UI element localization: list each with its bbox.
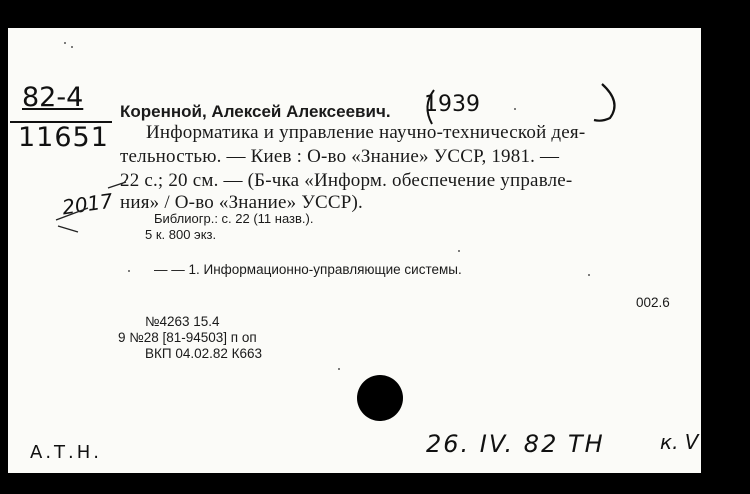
speckle <box>514 108 516 110</box>
description-line-2: тельностью. — Киев : О-во «Знание» УССР, 1981. — <box>120 146 560 167</box>
record-line-3: ВКП 04.02.82 К663 <box>145 346 263 361</box>
handwritten-date: 26. IV. 82 ТН <box>426 430 605 458</box>
price-copies: 5 к. 800 экз. <box>145 227 217 242</box>
record-number: №4263 15.4 <box>145 314 220 329</box>
author-heading: Коренной, Алексей Алексеевич. <box>120 102 391 121</box>
description-line-4: ния» / О-во «Знание» УССР). <box>120 192 363 213</box>
description-line-3: 22 с.; 20 см. — (Б-чка «Информ. обеспечение управле- <box>120 170 573 191</box>
speckle <box>71 46 73 48</box>
speckle <box>64 42 66 44</box>
speckle <box>128 270 130 272</box>
margin-note: 2017 <box>60 188 115 220</box>
speckle <box>338 368 340 370</box>
card-punch-hole <box>357 375 403 421</box>
speckle <box>458 250 460 252</box>
speckle <box>588 274 590 276</box>
shelf-mark-bottom: 11651 <box>18 122 109 153</box>
record-line-2: 9 №28 [81-94503] п оп <box>118 330 257 345</box>
handwritten-initials: А.Т.Н. <box>30 442 103 463</box>
subject-heading: — — 1. Информационно-управляющие системы. <box>154 262 462 277</box>
shelf-mark-top: 82-4 <box>22 82 84 113</box>
description-line-1: Информатика и управление научно-технической дея- <box>146 122 586 143</box>
closing-paren-mark <box>588 80 628 128</box>
handwritten-corner: к. V <box>660 430 699 454</box>
bibliography-note: Библиогр.: с. 22 (11 назв.). <box>154 211 314 226</box>
shelf-mark-rule <box>8 118 118 126</box>
catalog-card <box>8 28 701 473</box>
margin-note-strokes <box>48 178 138 238</box>
classification-code: 002.6 <box>636 295 670 310</box>
handwritten-year: 1939 <box>424 92 480 117</box>
